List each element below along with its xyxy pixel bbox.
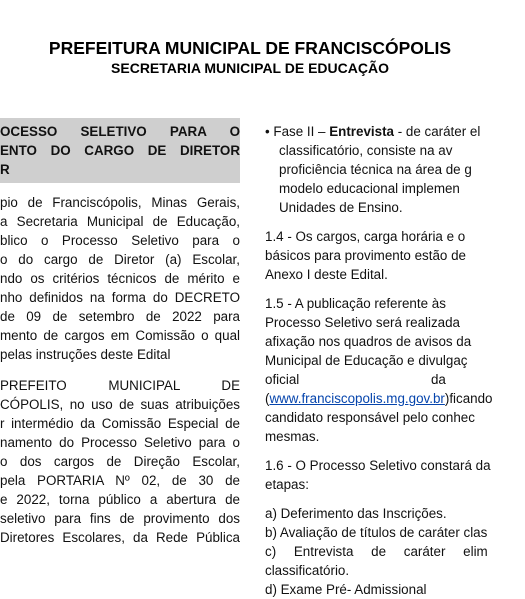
- paragraph-line: 1.6 - O Processo Seletivo constará da: [265, 458, 491, 473]
- paragraph-line: r intermédio da Comissão Especial de: [0, 416, 240, 431]
- paragraph-line: Unidades de Ensino.: [279, 200, 403, 215]
- paragraph-line: mesmas.: [265, 429, 320, 444]
- paragraph-line: proficiência técnica na área de g: [279, 162, 472, 177]
- banner-line: R: [0, 162, 10, 177]
- section-banner: [0, 118, 240, 183]
- right-column: [265, 122, 525, 599]
- list-item: a) Deferimento das Inscrições.: [265, 506, 447, 521]
- paragraph-line: oficial da: [265, 372, 446, 387]
- document-title: PREFEITURA MUNICIPAL DE FRANCISCÓPOLIS: [48, 38, 452, 58]
- paragraph-line: pelas instruções deste Edital: [0, 347, 171, 362]
- phase-line: [265, 122, 525, 141]
- paragraph-line: de 09 de setembro de 2022 para: [0, 309, 240, 324]
- paragraph-line: etapas:: [265, 477, 309, 492]
- paragraph-line: Diretores Escolares, da Rede Pública: [0, 530, 240, 545]
- phase-bullet: • Fase II –: [265, 124, 330, 139]
- paragraph-text: ficando: [449, 391, 493, 406]
- paragraph-line: classificatório, consiste na av: [279, 143, 453, 158]
- paragraph-line: o dos cargos de Direção Escolar,: [0, 454, 240, 469]
- paragraph-line: nho definidos na forma do DECRETO: [0, 290, 240, 305]
- paragraph-line: a Secretaria Municipal de Educação,: [0, 214, 240, 229]
- paragraph-line: afixação nos quadros de avisos da: [265, 334, 472, 349]
- paragraph-line: pela PORTARIA Nº 02, de 30 de: [0, 473, 240, 488]
- paragraph-line: blico o Processo Seletivo para o: [0, 233, 240, 248]
- paragraph-line: Processo Seletivo será realizada: [265, 315, 461, 330]
- list-item: classificatório.: [265, 563, 350, 578]
- phase-two-item: [265, 122, 525, 217]
- list-item: b) Avaliação de títulos de caráter clas: [265, 525, 488, 540]
- intro-paragraph: [0, 193, 240, 364]
- banner-line: ENTO DO CARGO DE DIRETOR: [0, 143, 240, 158]
- paragraph-line: CÓPOLIS, no uso de suas atribuições: [0, 397, 240, 412]
- item-1-6: [265, 456, 525, 494]
- paragraph-line: o do cargo de Diretor (a) Escolar,: [0, 252, 240, 267]
- paragraph-line: seletivo para fins de provimento dos: [0, 511, 240, 526]
- paragraph-line: namento do Processo Seletivo para o: [0, 435, 240, 450]
- paragraph-line: ndo os critérios técnicos de mérito e: [0, 271, 240, 286]
- paragraph-line: e 2022, torna público a abertura de: [0, 492, 240, 507]
- item-1-4: [265, 227, 525, 284]
- document-subtitle: SECRETARIA MUNICIPAL DE EDUCAÇÃO: [111, 60, 389, 76]
- phase-text: - de caráter el: [393, 124, 481, 139]
- link-line: (www.franciscopolis.mg.gov.br)ficando: [265, 391, 493, 406]
- paragraph-line: básicos para provimento estão de: [265, 248, 466, 263]
- item-1-5: [265, 294, 525, 446]
- paragraph-line: 1.4 - Os cargos, carga horária e o: [265, 229, 466, 244]
- list-item: d) Exame Pré- Admissional: [265, 582, 427, 597]
- paragraph-line: mento de cargos em Comissão o qual: [0, 328, 240, 343]
- paragraph-line: modelo educacional implemen: [279, 181, 460, 196]
- paragraph-line: PREFEITO MUNICIPAL DE: [0, 378, 240, 393]
- stages-list: [265, 504, 525, 599]
- paragraph-line: Municipal de Educação e divulgaç: [265, 353, 468, 368]
- paragraph-line: pio de Franciscópolis, Minas Gerais,: [0, 195, 240, 210]
- website-link[interactable]: www.franciscopolis.mg.gov.br: [269, 391, 445, 406]
- paragraph-line: Anexo I deste Edital.: [265, 267, 388, 282]
- paragraph-line: candidato responsável pelo conhec: [265, 410, 475, 425]
- banner-line: OCESSO SELETIVO PARA O: [0, 124, 240, 139]
- phase-title: Entrevista: [329, 124, 394, 139]
- list-item: c) Entrevista de caráter elim: [265, 544, 488, 559]
- mayor-paragraph: [0, 376, 240, 547]
- paragraph-line: 1.5 - A publicação referente às: [265, 296, 446, 311]
- left-column: [0, 118, 240, 547]
